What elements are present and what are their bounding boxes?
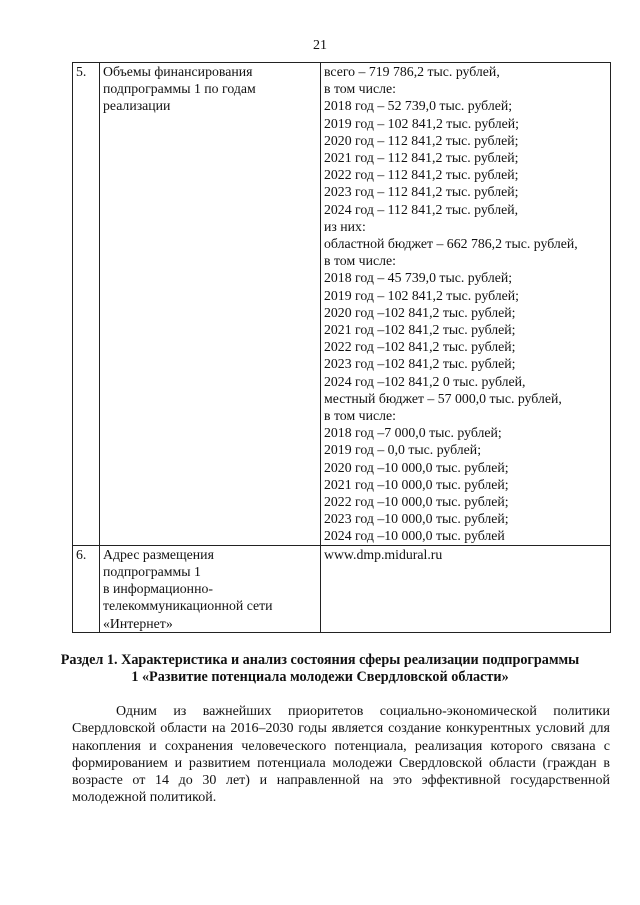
page-number: 21 <box>313 38 327 53</box>
row-label <box>100 545 321 632</box>
value-line: 2022 год –102 841,2 тыс. рублей; <box>324 339 516 355</box>
value-line: 2024 год –10 000,0 тыс. рублей <box>324 528 505 544</box>
value-line: 2018 год –7 000,0 тыс. рублей; <box>324 425 502 441</box>
value-line: 2020 год –10 000,0 тыс. рублей; <box>324 459 509 475</box>
table-row <box>73 63 611 546</box>
value-line: 2018 год – 45 739,0 тыс. рублей; <box>324 270 513 286</box>
value-line: в том числе: <box>324 408 396 424</box>
section-heading: Раздел 1. Характеристика и анализ состояния сферы реализации подпрограммы 1 «Развитие потенциала молодежи Свердловской области» <box>60 652 580 685</box>
value-line: 2020 год –102 841,2 тыс. рублей; <box>324 304 516 320</box>
value-line: 2022 год –10 000,0 тыс. рублей; <box>324 494 509 510</box>
row-value <box>321 63 611 546</box>
value-line: местный бюджет – 57 000,0 тыс. рублей, <box>324 390 562 406</box>
passport-table <box>72 62 611 633</box>
value-line: в том числе: <box>324 81 396 97</box>
value-line: 2024 год – 112 841,2 тыс. рублей, <box>324 201 519 217</box>
label-line: Адрес размещения <box>103 546 214 562</box>
value-line: 2023 год –10 000,0 тыс. рублей; <box>324 511 509 527</box>
value-line: 2020 год – 112 841,2 тыс. рублей; <box>324 132 519 148</box>
label-line: телекоммуникационной сети <box>103 598 273 614</box>
value-line: 2022 год – 112 841,2 тыс. рублей; <box>324 167 519 183</box>
value-line: 2019 год – 0,0 тыс. рублей; <box>324 442 482 458</box>
value-line: 2021 год –102 841,2 тыс. рублей; <box>324 322 516 338</box>
row-number: 6. <box>73 545 100 632</box>
value-line: из них: <box>324 218 366 234</box>
row-value-url: www.dmp.midural.ru <box>321 545 611 632</box>
body-paragraph: Одним из важнейших приоритетов социально-экономической политики Свердловской области на 2016–2030 годы является создание конкурентных условий для накопления и сохранения человеческого потенциала, реализация которого связана с формированием и развитием потенциала молодежи Свердловской области (граждан в возрасте от 14 до 30 лет) и направленной на это эффективной государственной молодежной политикой. <box>72 704 610 806</box>
label-line: подпрограммы 1 <box>103 563 201 579</box>
value-line: 2019 год – 102 841,2 тыс. рублей; <box>324 287 519 303</box>
value-line: всего – 719 786,2 тыс. рублей, <box>324 64 500 79</box>
value-line: 2024 год –102 841,2 0 тыс. рублей, <box>324 373 526 389</box>
value-line: 2018 год – 52 739,0 тыс. рублей; <box>324 98 513 114</box>
label-line: «Интернет» <box>103 615 173 631</box>
table-row <box>73 545 611 632</box>
value-line: 2021 год –10 000,0 тыс. рублей; <box>324 476 509 492</box>
value-line: в том числе: <box>324 253 396 269</box>
row-label: Объемы финансирования подпрограммы 1 по годам реализации <box>100 63 321 546</box>
label-line: в информационно- <box>103 581 213 597</box>
value-line: 2021 год – 112 841,2 тыс. рублей; <box>324 150 519 166</box>
value-line: областной бюджет – 662 786,2 тыс. рублей, <box>324 236 578 252</box>
value-line: 2023 год –102 841,2 тыс. рублей; <box>324 356 516 372</box>
row-number: 5. <box>73 63 100 546</box>
value-line: 2019 год – 102 841,2 тыс. рублей; <box>324 115 519 131</box>
value-line: 2023 год – 112 841,2 тыс. рублей; <box>324 184 519 200</box>
